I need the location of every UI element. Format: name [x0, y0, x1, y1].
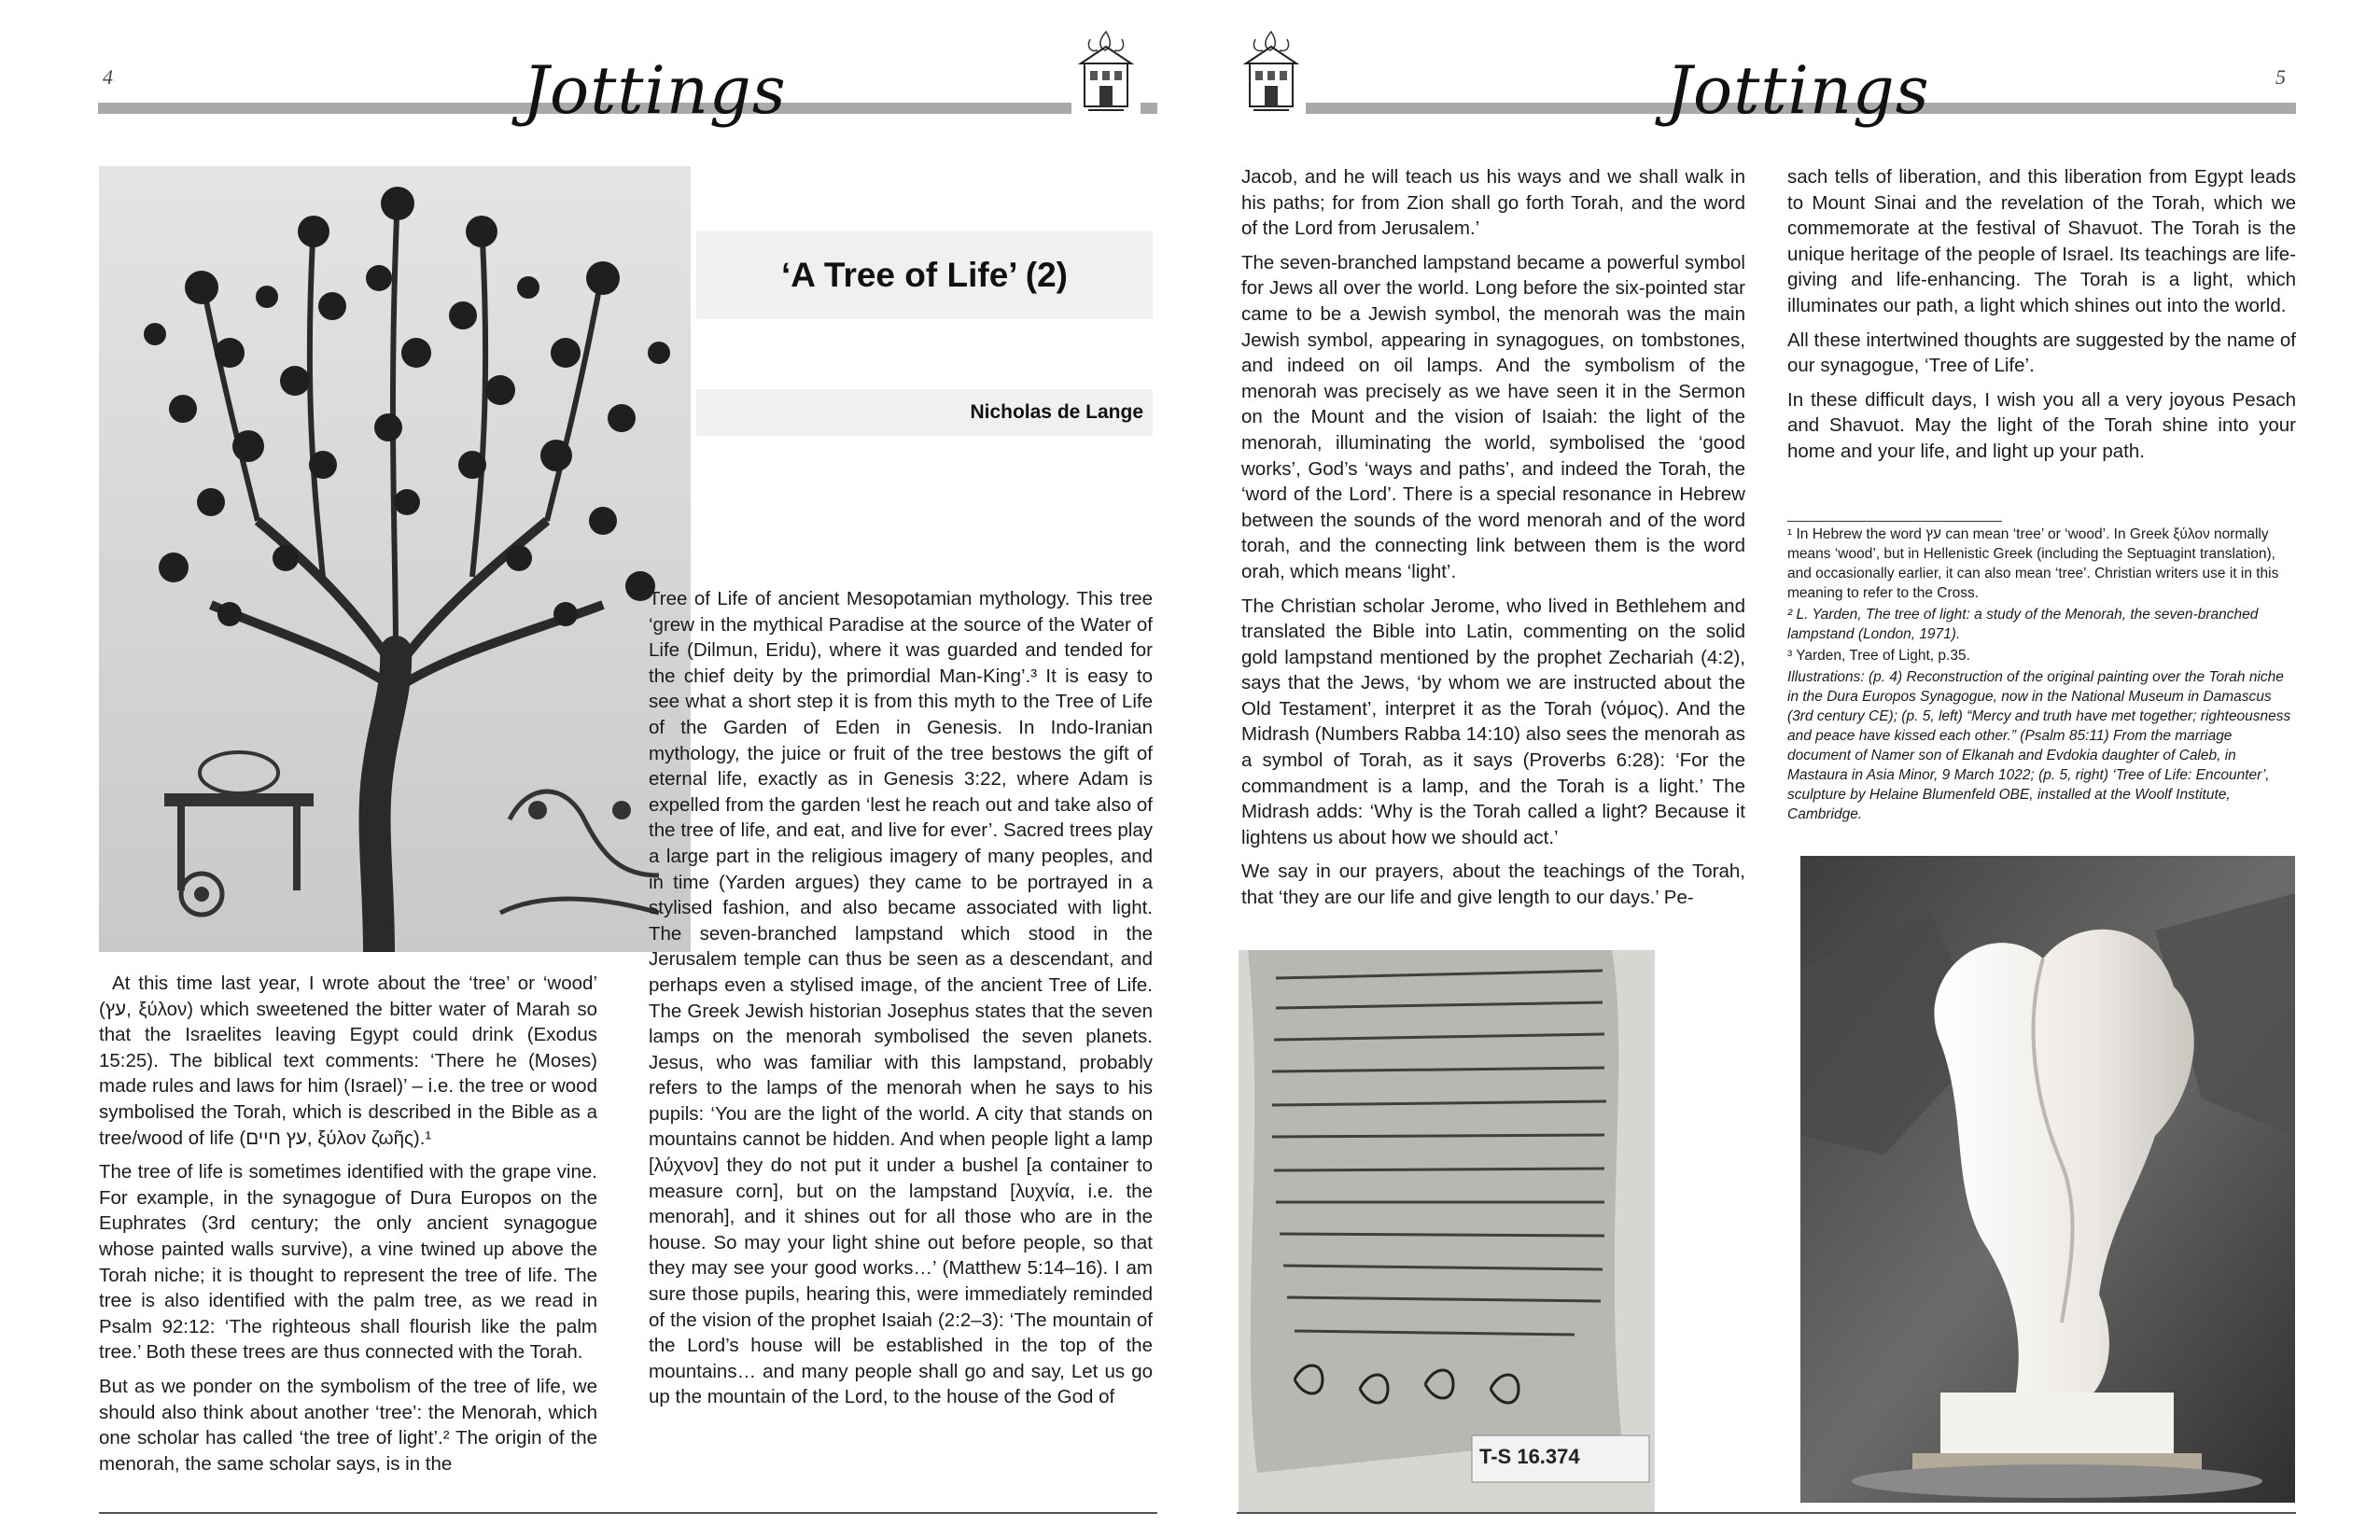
- tree-of-life-painting: [99, 166, 691, 952]
- page-number: 5: [2275, 65, 2286, 89]
- footnote-rule: [1787, 521, 2002, 522]
- paragraph: But as we ponder on the symbolism of the tree of life, we should also think about another ‘tree’: the Menorah, which one scholar has called ‘the tree of light’.² The origin of the menorah, the same scholar says, is in the: [99, 1375, 597, 1475]
- masthead-title: Jottings: [523, 52, 787, 129]
- footnote: ³ Yarden, Tree of Light, p.35.: [1787, 648, 1970, 664]
- manuscript-label: T-S 16.374: [1479, 1445, 1580, 1468]
- illustrations-caption: Illustrations: (p. 4) Reconstruction of the original painting over the Torah niche in the Dura Europos Synagogue, now in the National Museum in Damascus (3rd century CE); (p. 5, left) “Mercy and truth have met together; righteousness and peace have kissed each other.” (Psalm 85:11) From the marriage document of Namer son of Elkanah and Evdokia daughter of Caleb, in Mastaura in Asia Minor, 9 March 1022; (p. 5, right) ‘Tree of Life: Encounter’, sculpture by Helaine Blumenfeld OBE, installed at the Woolf Institute, Cambridge.: [1787, 669, 2291, 822]
- synagogue-logo-icon: [1071, 26, 1141, 119]
- page-number: 4: [103, 65, 113, 89]
- right-column-1: [1241, 164, 1745, 919]
- paragraph: Jacob, and he will teach us his ways and we shall walk in his paths; for from Zion shall go forth Torah, and the word of the Lord from Jerusalem.’: [1241, 166, 1745, 240]
- bottom-rule: [99, 1512, 1157, 1514]
- paragraph: The Christian scholar Jerome, who lived in Bethlehem and translated the Bible into Latin, commenting on the solid gold lampstand mentioned by the prophet Zechariah (4:2), says that the Jews, ‘by whom we are instructed about the Old Testament’, interpret it as the Torah (νόμος). And the Midrash (Numbers Rabba 14:10) also sees the menorah as a symbol of Torah, as it says (Proverbs 6:28): ‘For the commandment is a lamp, and the Torah is a light.’ The Midrash adds: ‘Why is the Torah called a light? Because it lightens us about how we should act.’: [1241, 595, 1745, 848]
- sculpture-photo: [1800, 856, 2295, 1503]
- paragraph: We say in our prayers, about the teachings of the Torah, that ‘they are our life and give length to our days.’ Pe-: [1241, 861, 1745, 909]
- paragraph: In these difficult days, I wish you all a very joyous Pesach and Shavuot. May the light of the Torah shine into your home and your life, and light up your path.: [1787, 388, 2296, 462]
- right-column-2: [1787, 164, 2296, 473]
- paragraph: sach tells of liberation, and this liberation from Egypt leads to Mount Sinai and the revelation of the Torah, which we commemorate at the festival of Shavuot. The Torah is the unique heritage of the people of Israel. Its teachings are life-giving and life-enhancing. The Torah is a light, which illuminates our path, a light which shines out into the world.: [1787, 166, 2296, 316]
- paragraph: Tree of Life of ancient Mesopotamian mythology. This tree ‘grew in the mythical Paradise at the source of the Water of Life (Dilmun, Eridu), where it was guarded and tended for the chief deity by the primordial Man-King’.³ It is easy to see what a short step it is from this myth to the Tree of Life of the Garden of Eden in Genesis. In Indo-Iranian mythology, the juice or fruit of the tree bestows the gift of eternal life, exactly as in Genesis 3:22, where Adam is expelled from the garden ‘lest he reach out and take also of the tree of life, and eat, and live for ever’. Sacred trees play a large part in the religious imagery of many peoples, and in time (Yarden argues) they came to be portrayed in a stylised fashion, and also became associated with light. The seven-branched lampstand which stood in the Jerusalem temple can thus be seen as a descendant, and perhaps even a stylised image, of the ancient Tree of Life. The Greek Jewish historian Josephus states that the seven lamps on the menorah symbolised the seven planets. Jesus, who was familiar with this lampstand, probably refers to the lamps of the menorah when he says to his pupils: ‘You are the light of the world. A city that stands on mountains cannot be hidden. And when people light a lamp [λύχνον] they do not put it under a bushel [a container to measure corn], but on the lampstand [λυχνία, i.e. the menorah], and it shines out for all those who are in the house. So may your light shine out before people, so that they may see your good works…’ (Matthew 5:14–16). I am sure those pupils, hearing this, were immediately reminded of the vision of the prophet Isaiah (2:2–3): ‘The mountain of the Lord’s house will be established in the top of the mountains… and many people shall go and say, Let us go up the mountain of the Lord, to the house of the God of: [649, 588, 1153, 1408]
- left-column-2: [649, 586, 1153, 1419]
- article-title: ‘A Tree of Life’ (2): [696, 231, 1153, 319]
- marriage-document-photo: [1239, 950, 1655, 1512]
- paragraph: The seven-branched lampstand became a powerful symbol for Jews all over the world. Long before the six-pointed star came to be a Jewish symbol, the menorah was the main Jewish symbol, appearing in synagogues, on tombstones, and indeed on oil lamps. And the symbolism of the menorah was precisely as we have seen it in the Sermon on the Mount and the vision of Isaiah: the light of the menorah, illuminating the world, symbolised the ‘good works’, God’s ‘ways and paths’, and indeed the Torah, the ‘word of the Lord’. There is a special resonance in Hebrew between the sounds of the word menorah and of the word torah, and the connecting link between them is the word orah, which means ‘light’.: [1241, 251, 1745, 582]
- article-author: Nicholas de Lange: [696, 389, 1153, 436]
- left-column-1: [99, 971, 597, 1485]
- footnote: ¹ In Hebrew the word עץ can mean ‘tree’ or ‘wood’. In Greek ξύλον normally means ‘wood’, but in Hellenistic Greek (including the Septuagint translation), and occasionally earlier, it can also mean ‘tree’. Christian writers use it in this meaning to refer to the Cross.: [1787, 526, 2279, 601]
- paragraph: All these intertwined thoughts are suggested by the name of our synagogue, ‘Tree of Life’.: [1787, 329, 2296, 377]
- paragraph: The tree of life is sometimes identified with the grape vine. For example, in the synagogue of Dura Europos on the Euphrates (3rd century; the only ancient synagogue whose painted walls survive), a vine twined up above the Torah niche; it is thought to represent the tree of life. The tree is also identified with the palm tree, as we read in Psalm 92:12: ‘The righteous shall flourish like the palm tree.’ Both these trees are thus connected with the Torah.: [99, 1161, 597, 1364]
- synagogue-logo-icon: [1237, 26, 1306, 119]
- paragraph: At this time last year, I wrote about the ‘tree’ or ‘wood’ (עץ, ξύλον) which sweetened the bitter water of Marah so that the Israelites leaving Egypt could drink (Exodus 15:25). The biblical text comments: ‘There he (Moses) made rules and laws for him (Israel)’ – i.e. the tree or wood symbolised the Torah, which is described in the Bible as a tree/wood of life (עץ חיים, ξύλον ζωῆς).¹: [99, 973, 597, 1149]
- bottom-rule: [1237, 1512, 2296, 1514]
- footnotes: [1787, 525, 2296, 826]
- right-page: [1190, 0, 2380, 1540]
- footnote: ² L. Yarden, The tree of light: a study of the Menorah, the seven-branched lampstand (London, 1971).: [1787, 607, 2259, 642]
- masthead-title: Jottings: [1666, 52, 1930, 129]
